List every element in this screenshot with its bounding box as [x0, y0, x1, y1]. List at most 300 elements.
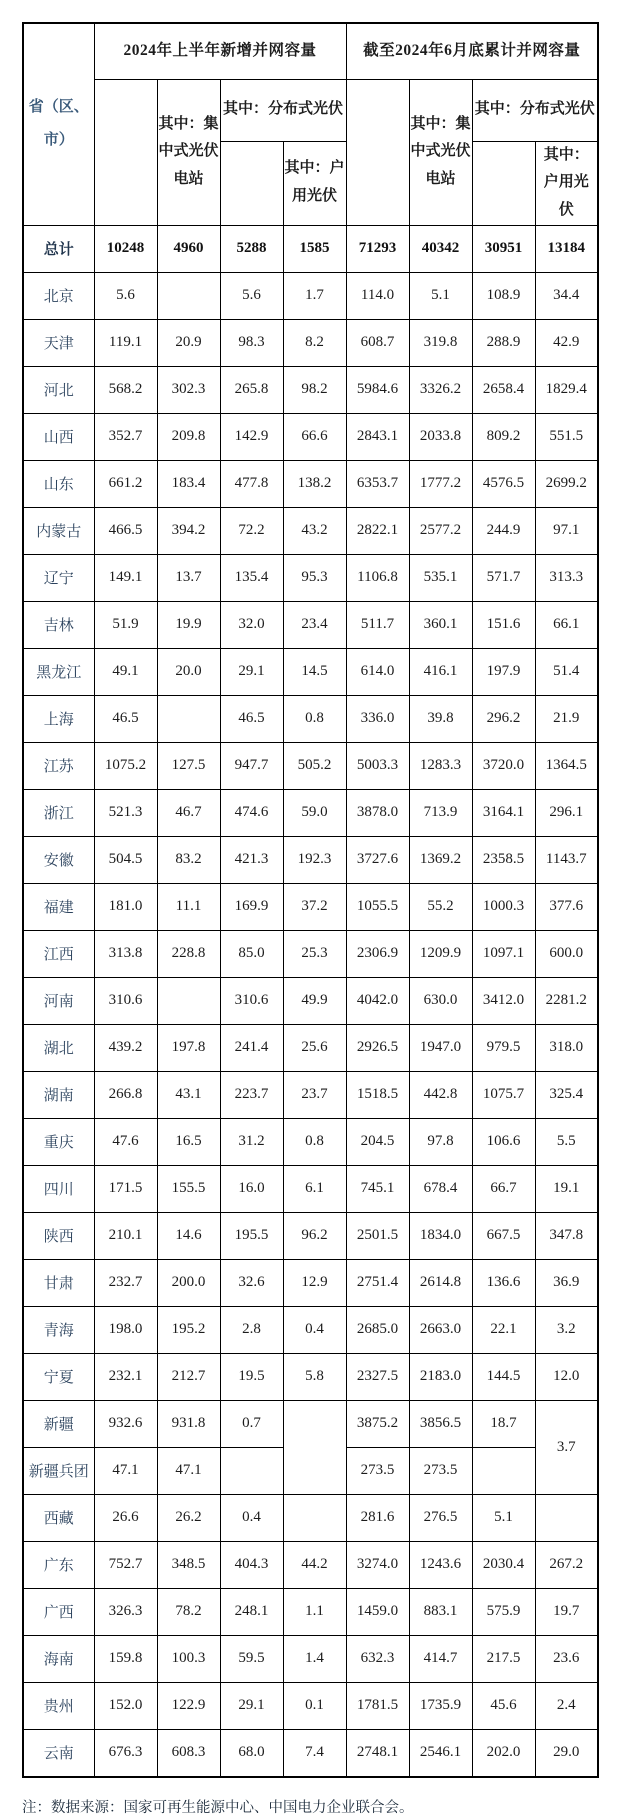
row-label: 河南 — [23, 977, 94, 1024]
table-cell: 678.4 — [409, 1165, 472, 1212]
row-label: 湖北 — [23, 1024, 94, 1071]
table-cell: 29.0 — [535, 1729, 598, 1777]
table-row — [23, 836, 598, 883]
row-label: 青海 — [23, 1306, 94, 1353]
table-cell: 23.7 — [283, 1071, 346, 1118]
table-cell: 505.2 — [283, 742, 346, 789]
table-cell: 442.8 — [409, 1071, 472, 1118]
table-cell: 85.0 — [220, 930, 283, 977]
table-cell: 600.0 — [535, 930, 598, 977]
table-cell: 630.0 — [409, 977, 472, 1024]
table-cell: 2281.2 — [535, 977, 598, 1024]
table-row — [23, 1118, 598, 1165]
table-cell: 217.5 — [472, 1635, 535, 1682]
table-cell: 25.6 — [283, 1024, 346, 1071]
table-cell: 47.1 — [94, 1447, 157, 1494]
table-cell: 3720.0 — [472, 742, 535, 789]
row-label: 上海 — [23, 695, 94, 742]
row-label: 江西 — [23, 930, 94, 977]
table-row — [23, 1729, 598, 1777]
table-cell: 667.5 — [472, 1212, 535, 1259]
table-cell: 288.9 — [472, 319, 535, 366]
header-row-2 — [23, 79, 598, 141]
table-row — [23, 1165, 598, 1212]
table-cell: 197.8 — [157, 1024, 220, 1071]
table-cell: 241.4 — [220, 1024, 283, 1071]
row-label: 黑龙江 — [23, 648, 94, 695]
table-cell: 142.9 — [220, 413, 283, 460]
table-cell: 883.1 — [409, 1588, 472, 1635]
table-cell: 97.8 — [409, 1118, 472, 1165]
table-cell: 0.1 — [283, 1682, 346, 1729]
table-cell: 25.3 — [283, 930, 346, 977]
table-cell: 1075.7 — [472, 1071, 535, 1118]
table-row — [23, 648, 598, 695]
table-cell: 310.6 — [94, 977, 157, 1024]
table-row — [23, 1306, 598, 1353]
row-label: 贵州 — [23, 1682, 94, 1729]
table-cell: 122.9 — [157, 1682, 220, 1729]
table-row — [23, 1353, 598, 1400]
table-cell: 1283.3 — [409, 742, 472, 789]
table-row — [23, 742, 598, 789]
table-cell: 947.7 — [220, 742, 283, 789]
row-label: 吉林 — [23, 601, 94, 648]
table-cell: 1777.2 — [409, 460, 472, 507]
table-cell: 511.7 — [346, 601, 409, 648]
table-cell: 228.8 — [157, 930, 220, 977]
table-cell: 20.0 — [157, 648, 220, 695]
table-row — [23, 554, 598, 601]
table-cell: 404.3 — [220, 1541, 283, 1588]
row-label: 浙江 — [23, 789, 94, 836]
table-row — [23, 413, 598, 460]
table-cell: 2926.5 — [346, 1024, 409, 1071]
table-cell: 26.6 — [94, 1494, 157, 1541]
table-cell: 2577.2 — [409, 507, 472, 554]
table-cell: 267.2 — [535, 1541, 598, 1588]
table-cell: 159.8 — [94, 1635, 157, 1682]
table-cell: 273.5 — [409, 1447, 472, 1494]
table-cell: 0.8 — [283, 695, 346, 742]
row-label: 江苏 — [23, 742, 94, 789]
table-cell: 614.0 — [346, 648, 409, 695]
table-cell: 1735.9 — [409, 1682, 472, 1729]
table-cell: 244.9 — [472, 507, 535, 554]
table-cell: 11.1 — [157, 883, 220, 930]
table-cell: 2501.5 — [346, 1212, 409, 1259]
table-cell: 119.1 — [94, 319, 157, 366]
table-cell: 19.7 — [535, 1588, 598, 1635]
table-row — [23, 319, 598, 366]
table-cell: 14.5 — [283, 648, 346, 695]
table-cell: 1075.2 — [94, 742, 157, 789]
table-cell: 326.3 — [94, 1588, 157, 1635]
table-cell: 2546.1 — [409, 1729, 472, 1777]
row-label: 福建 — [23, 883, 94, 930]
table-cell: 127.5 — [157, 742, 220, 789]
pv-capacity-table — [22, 22, 599, 1778]
table-cell: 23.4 — [283, 601, 346, 648]
table-cell: 171.5 — [94, 1165, 157, 1212]
table-cell: 108.9 — [472, 272, 535, 319]
table-cell: 12.0 — [535, 1353, 598, 1400]
table-cell: 296.2 — [472, 695, 535, 742]
table-cell: 2658.4 — [472, 366, 535, 413]
table-cell: 144.5 — [472, 1353, 535, 1400]
table-cell: 114.0 — [346, 272, 409, 319]
table-cell: 151.6 — [472, 601, 535, 648]
table-cell: 2843.1 — [346, 413, 409, 460]
table-cell: 212.7 — [157, 1353, 220, 1400]
table-cell: 979.5 — [472, 1024, 535, 1071]
table-cell: 1000.3 — [472, 883, 535, 930]
table-cell: 1.1 — [283, 1588, 346, 1635]
table-cell: 521.3 — [94, 789, 157, 836]
table-cell: 248.1 — [220, 1588, 283, 1635]
footnote: 注：数据来源：国家可再生能源中心、中国电力企业联合会。 — [22, 1799, 414, 1816]
row-label: 四川 — [23, 1165, 94, 1212]
cum-centralized-subheader: 其中：集中式光伏电站 — [409, 79, 472, 225]
table-cell: 1781.5 — [346, 1682, 409, 1729]
table-cell: 752.7 — [94, 1541, 157, 1588]
table-cell: 5288 — [220, 225, 283, 272]
row-label: 重庆 — [23, 1118, 94, 1165]
table-cell — [220, 1447, 283, 1494]
table-cell: 66.6 — [283, 413, 346, 460]
table-cell: 46.5 — [220, 695, 283, 742]
table-cell: 96.2 — [283, 1212, 346, 1259]
table-cell: 16.5 — [157, 1118, 220, 1165]
table-cell: 661.2 — [94, 460, 157, 507]
row-label: 陕西 — [23, 1212, 94, 1259]
table-cell: 19.9 — [157, 601, 220, 648]
new-distributed-total-blank — [220, 141, 283, 225]
table-cell: 632.3 — [346, 1635, 409, 1682]
new-total-subheader-blank — [94, 79, 157, 225]
table-cell: 276.5 — [409, 1494, 472, 1541]
table-cell: 197.9 — [472, 648, 535, 695]
table-cell: 51.9 — [94, 601, 157, 648]
table-cell: 135.4 — [220, 554, 283, 601]
table-cell: 347.8 — [535, 1212, 598, 1259]
table-cell: 1.4 — [283, 1635, 346, 1682]
table-cell: 49.9 — [283, 977, 346, 1024]
table-cell: 3164.1 — [472, 789, 535, 836]
table-cell: 20.9 — [157, 319, 220, 366]
table-cell: 313.3 — [535, 554, 598, 601]
table-cell: 608.7 — [346, 319, 409, 366]
table-cell: 39.8 — [409, 695, 472, 742]
table-cell: 377.6 — [535, 883, 598, 930]
table-cell: 95.3 — [283, 554, 346, 601]
table-row — [23, 1588, 598, 1635]
table-cell: 232.7 — [94, 1259, 157, 1306]
table-cell: 14.6 — [157, 1212, 220, 1259]
table-cell: 200.0 — [157, 1259, 220, 1306]
table-cell: 477.8 — [220, 460, 283, 507]
table-cell: 22.1 — [472, 1306, 535, 1353]
table-cell: 302.3 — [157, 366, 220, 413]
table-cell: 394.2 — [157, 507, 220, 554]
table-cell: 535.1 — [409, 554, 472, 601]
table-cell: 2663.0 — [409, 1306, 472, 1353]
table-cell: 296.1 — [535, 789, 598, 836]
table-cell: 0.4 — [220, 1494, 283, 1541]
table-cell: 336.0 — [346, 695, 409, 742]
table-row — [23, 601, 598, 648]
table-cell: 466.5 — [94, 507, 157, 554]
table-cell: 1947.0 — [409, 1024, 472, 1071]
table-cell — [157, 977, 220, 1024]
table-cell: 71293 — [346, 225, 409, 272]
row-label: 内蒙古 — [23, 507, 94, 554]
table-cell: 10248 — [94, 225, 157, 272]
table-cell: 78.2 — [157, 1588, 220, 1635]
table-cell: 3274.0 — [346, 1541, 409, 1588]
table-cell: 4576.5 — [472, 460, 535, 507]
table-cell: 59.0 — [283, 789, 346, 836]
table-cell: 310.6 — [220, 977, 283, 1024]
table-row — [23, 366, 598, 413]
table-cell: 13.7 — [157, 554, 220, 601]
table-cell: 204.5 — [346, 1118, 409, 1165]
table-cell: 281.6 — [346, 1494, 409, 1541]
table-row — [23, 695, 598, 742]
table-cell: 2822.1 — [346, 507, 409, 554]
table-cell: 23.6 — [535, 1635, 598, 1682]
table-cell: 676.3 — [94, 1729, 157, 1777]
table-cell: 31.2 — [220, 1118, 283, 1165]
table-cell: 1097.1 — [472, 930, 535, 977]
table-cell: 1369.2 — [409, 836, 472, 883]
table-cell: 195.2 — [157, 1306, 220, 1353]
table-cell: 183.4 — [157, 460, 220, 507]
table-cell: 2183.0 — [409, 1353, 472, 1400]
table-cell: 2.8 — [220, 1306, 283, 1353]
table-cell: 32.6 — [220, 1259, 283, 1306]
table-cell: 348.5 — [157, 1541, 220, 1588]
table-cell: 0.8 — [283, 1118, 346, 1165]
table-cell: 47.6 — [94, 1118, 157, 1165]
table-cell: 325.4 — [535, 1071, 598, 1118]
table-cell: 504.5 — [94, 836, 157, 883]
table-cell: 352.7 — [94, 413, 157, 460]
row-label: 新疆兵团 — [23, 1447, 94, 1494]
table-cell: 12.9 — [283, 1259, 346, 1306]
table-cell: 571.7 — [472, 554, 535, 601]
table-cell: 5.8 — [283, 1353, 346, 1400]
table-cell: 2.4 — [535, 1682, 598, 1729]
new-household-subheader: 其中：户用光伏 — [283, 141, 346, 225]
table-cell: 181.0 — [94, 883, 157, 930]
table-cell: 2306.9 — [346, 930, 409, 977]
table-cell: 46.5 — [94, 695, 157, 742]
row-label: 甘肃 — [23, 1259, 94, 1306]
table-cell: 3412.0 — [472, 977, 535, 1024]
cum-distributed-total-blank — [472, 141, 535, 225]
table-row — [23, 930, 598, 977]
table-cell — [283, 1494, 346, 1541]
table-cell: 5.6 — [94, 272, 157, 319]
table-cell: 416.1 — [409, 648, 472, 695]
table-cell: 1.7 — [283, 272, 346, 319]
table-cell: 8.2 — [283, 319, 346, 366]
cum-total-subheader-blank — [346, 79, 409, 225]
table-cell: 809.2 — [472, 413, 535, 460]
table-row — [23, 225, 598, 272]
table-cell: 2685.0 — [346, 1306, 409, 1353]
table-cell: 40342 — [409, 225, 472, 272]
row-label: 总计 — [23, 225, 94, 272]
header-row-1 — [23, 23, 598, 79]
table-cell: 1143.7 — [535, 836, 598, 883]
table-cell: 1364.5 — [535, 742, 598, 789]
table-cell: 29.1 — [220, 1682, 283, 1729]
table-cell: 55.2 — [409, 883, 472, 930]
table-cell: 414.7 — [409, 1635, 472, 1682]
table-cell: 0.7 — [220, 1400, 283, 1447]
table-cell: 149.1 — [94, 554, 157, 601]
table-cell: 106.6 — [472, 1118, 535, 1165]
table-cell: 49.1 — [94, 648, 157, 695]
row-label: 天津 — [23, 319, 94, 366]
table-cell: 100.3 — [157, 1635, 220, 1682]
table-cell: 51.4 — [535, 648, 598, 695]
table-cell: 26.2 — [157, 1494, 220, 1541]
new-distributed-subheader: 其中：分布式光伏 — [220, 79, 346, 141]
table-cell: 931.8 — [157, 1400, 220, 1447]
group-header-cumulative-capacity: 截至2024年6月底累计并网容量 — [346, 23, 598, 79]
table-cell: 13184 — [535, 225, 598, 272]
row-label: 云南 — [23, 1729, 94, 1777]
table-cell: 5984.6 — [346, 366, 409, 413]
cum-household-subheader: 其中：户用光伏 — [535, 141, 598, 225]
row-label: 山东 — [23, 460, 94, 507]
table-row — [23, 1024, 598, 1071]
table-cell — [157, 695, 220, 742]
table-cell: 745.1 — [346, 1165, 409, 1212]
table-cell: 30951 — [472, 225, 535, 272]
table-cell: 29.1 — [220, 648, 283, 695]
table-cell: 3878.0 — [346, 789, 409, 836]
table-cell: 319.8 — [409, 319, 472, 366]
table-cell: 6353.7 — [346, 460, 409, 507]
table-cell: 421.3 — [220, 836, 283, 883]
table-cell: 3727.6 — [346, 836, 409, 883]
table-cell: 72.2 — [220, 507, 283, 554]
table-cell: 136.6 — [472, 1259, 535, 1306]
table-cell: 1209.9 — [409, 930, 472, 977]
table-cell: 45.6 — [472, 1682, 535, 1729]
table-cell: 4960 — [157, 225, 220, 272]
row-label: 湖南 — [23, 1071, 94, 1118]
table-cell: 318.0 — [535, 1024, 598, 1071]
table-cell: 98.3 — [220, 319, 283, 366]
table-cell: 4042.0 — [346, 977, 409, 1024]
table-cell: 2751.4 — [346, 1259, 409, 1306]
table-row — [23, 1400, 598, 1447]
table-body — [23, 225, 598, 1777]
table-cell: 98.2 — [283, 366, 346, 413]
table-cell: 2614.8 — [409, 1259, 472, 1306]
table-cell — [535, 1494, 598, 1541]
table-cell: 575.9 — [472, 1588, 535, 1635]
table-header — [23, 23, 598, 225]
table-cell: 3.7 — [535, 1400, 598, 1494]
table-cell: 43.2 — [283, 507, 346, 554]
table-cell: 5.1 — [472, 1494, 535, 1541]
table-cell: 209.8 — [157, 413, 220, 460]
table-row — [23, 272, 598, 319]
table-cell: 1829.4 — [535, 366, 598, 413]
table-cell: 18.7 — [472, 1400, 535, 1447]
table-cell: 42.9 — [535, 319, 598, 366]
table-row — [23, 1635, 598, 1682]
table-cell: 46.7 — [157, 789, 220, 836]
table-cell: 360.1 — [409, 601, 472, 648]
table-cell: 66.7 — [472, 1165, 535, 1212]
table-cell: 223.7 — [220, 1071, 283, 1118]
table-cell: 474.6 — [220, 789, 283, 836]
table-cell: 210.1 — [94, 1212, 157, 1259]
table-cell: 1055.5 — [346, 883, 409, 930]
table-cell: 202.0 — [472, 1729, 535, 1777]
table-cell — [283, 1400, 346, 1494]
table-cell: 266.8 — [94, 1071, 157, 1118]
table-cell: 34.4 — [535, 272, 598, 319]
table-cell: 439.2 — [94, 1024, 157, 1071]
table-cell: 551.5 — [535, 413, 598, 460]
row-label: 新疆 — [23, 1400, 94, 1447]
row-label: 辽宁 — [23, 554, 94, 601]
table-cell: 66.1 — [535, 601, 598, 648]
table-cell: 1106.8 — [346, 554, 409, 601]
table-cell: 97.1 — [535, 507, 598, 554]
table-row — [23, 1259, 598, 1306]
cum-distributed-subheader: 其中：分布式光伏 — [472, 79, 598, 141]
table-row — [23, 1494, 598, 1541]
table-cell: 192.3 — [283, 836, 346, 883]
row-label: 山西 — [23, 413, 94, 460]
group-header-new-capacity: 2024年上半年新增并网容量 — [94, 23, 346, 79]
table-cell: 68.0 — [220, 1729, 283, 1777]
table-cell: 3326.2 — [409, 366, 472, 413]
table-cell: 2699.2 — [535, 460, 598, 507]
table-cell: 2358.5 — [472, 836, 535, 883]
table-cell: 44.2 — [283, 1541, 346, 1588]
table-cell: 2748.1 — [346, 1729, 409, 1777]
table-row — [23, 1071, 598, 1118]
table-cell: 5.1 — [409, 272, 472, 319]
row-label: 广西 — [23, 1588, 94, 1635]
table-cell: 21.9 — [535, 695, 598, 742]
table-cell: 32.0 — [220, 601, 283, 648]
table-cell: 2033.8 — [409, 413, 472, 460]
table-cell: 19.5 — [220, 1353, 283, 1400]
table-cell: 713.9 — [409, 789, 472, 836]
table-cell: 1518.5 — [346, 1071, 409, 1118]
table-row — [23, 1541, 598, 1588]
table-cell: 3875.2 — [346, 1400, 409, 1447]
table-cell: 265.8 — [220, 366, 283, 413]
table-cell: 568.2 — [94, 366, 157, 413]
table-cell: 152.0 — [94, 1682, 157, 1729]
new-centralized-subheader: 其中：集中式光伏电站 — [157, 79, 220, 225]
row-label: 广东 — [23, 1541, 94, 1588]
table-cell: 1585 — [283, 225, 346, 272]
table-cell: 313.8 — [94, 930, 157, 977]
